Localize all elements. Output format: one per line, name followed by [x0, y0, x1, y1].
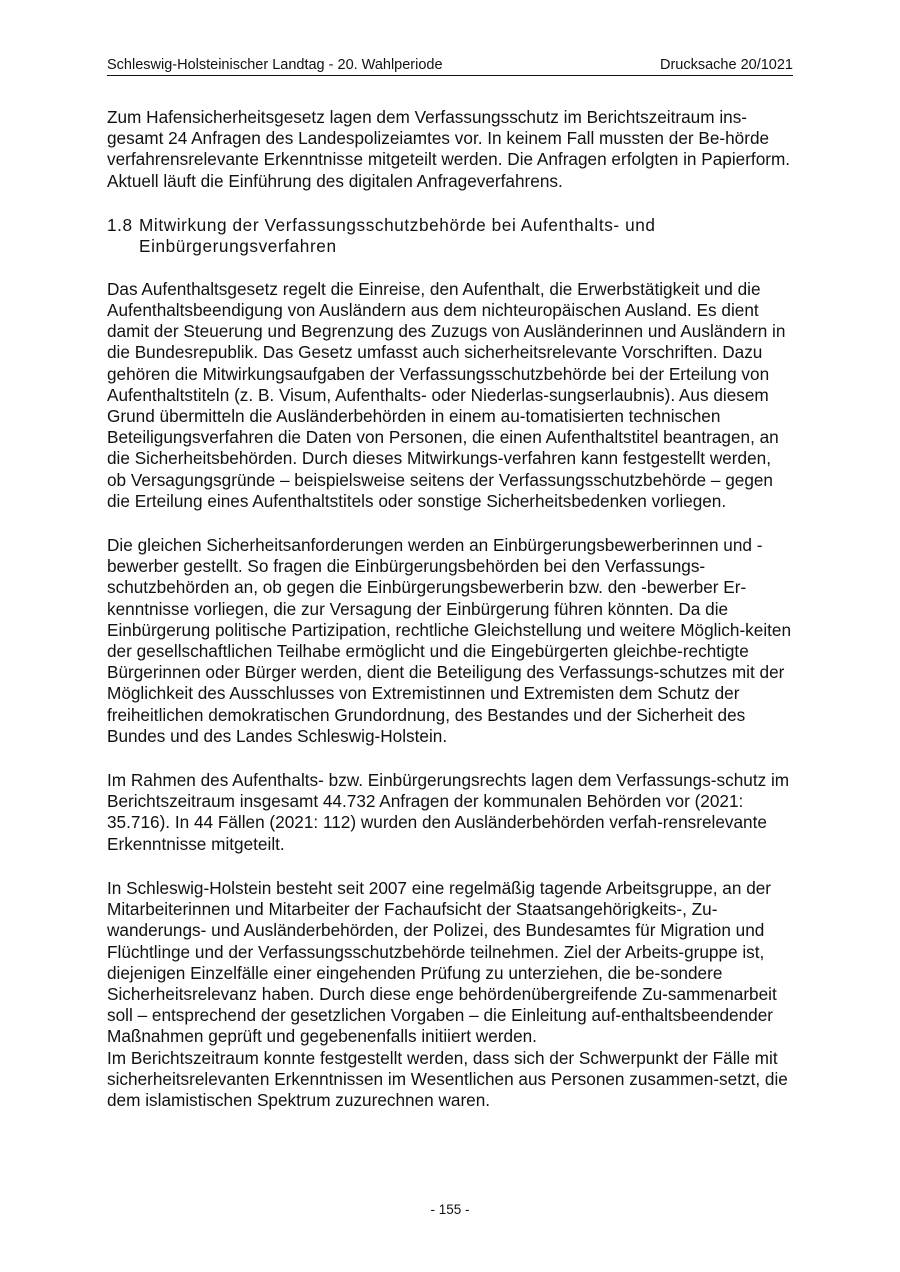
section-number: 1.8 [107, 214, 133, 235]
section-heading [107, 215, 793, 258]
page-header [107, 55, 793, 76]
paragraph-residence-act: Das Aufenthaltsgesetz regelt die Einreise, den Aufenthalt, die Erwerbstätigkeit und die Aufenthaltsbeendigung von Ausländern aus dem nichteuropäischen Ausland. Es dient damit der Steuerung und Begrenzung des Zuzugs von Ausländerinnen und Ausländern in die Bundesrepublik. Das Gesetz umfasst auch sicherheitsrelevante Vorschriften. Dazu gehören die Mitwirkungsaufgaben der Verfassungsschutzbehörde bei der Erteilung von Aufenthaltstiteln (z. B. Visum, Aufenthalts- oder Niederlas-sungserlaubnis). Aus diesem Grund übermitteln die Ausländerbehörden in einem au-tomatisierten technischen Beteiligungsverfahren die Daten von Personen, die einen Aufenthaltstitel beantragen, an die Sicherheitsbehörden. Durch dieses Mitwirkungs-verfahren kann festgestellt werden, ob Versagungsgründe – beispielsweise seitens der Verfassungsschutzbehörde – gegen die Erteilung eines Aufenthaltstitels oder sonstige Sicherheitsbedenken vorliegen. [107, 278, 786, 511]
paragraph-port-security: Zum Hafensicherheitsgesetz lagen dem Verfassungsschutz im Berichtszeitraum ins-gesamt 24 Anfragen des Landespolizeiamtes vor. In keinem Fall mussten der Be-hörde verfahrensrelevante Erkenntnisse mitgeteilt werden. Die Anfragen erfolgten in Papierform. Aktuell läuft die Einführung des digitalen Anfrageverfahrens. [107, 107, 791, 191]
paragraph-findings: Im Berichtszeitraum konnte festgestellt werden, dass sich der Schwerpunkt der Fälle mit sicherheitsrelevanten Erkenntnissen im Wesentlichen aus Personen zusammen-setzt, die dem islamistischen Spektrum zuzurechnen waren. [107, 1047, 788, 1110]
paragraph-working-group: In Schleswig-Holstein besteht seit 2007 eine regelmäßig tagende Arbeitsgruppe, an der Mitarbeiterinnen und Mitarbeiter der Fachaufsicht der Staatsangehörigkeits-, Zu-wanderungs- und Ausländerbehörden, der Polizei, des Bundesamtes für Migration und Flüchtlinge und der Verfassungsschutzbehörde teilnehmen. Ziel der Arbeits-gruppe ist, diejenigen Einzelfälle einer eingehenden Prüfung zu unterziehen, die be-sondere Sicherheitsrelevanz haben. Durch diese enge behördenübergreifende Zu-sammenarbeit soll – entsprechend der gesetzlichen Vorgaben – die Einleitung auf-enthaltsbeendender Maßnahmen geprüft und gegebenenfalls initiiert werden. [107, 877, 777, 1047]
header-document-number: Drucksache 20/1021 [660, 57, 793, 73]
paragraph-inquiry-statistics: Im Rahmen des Aufenthalts- bzw. Einbürgerungsrechts lagen dem Verfassungs-schutz im Berichtszeitraum insgesamt 44.732 Anfragen der kommunalen Behörden vor (2021: 35.716). In 44 Fällen (2021: 112) wurden den Ausländerbehörden verfah-rensrelevante Erkenntnisse mitgeteilt. [107, 770, 790, 854]
paragraph-naturalisation: Die gleichen Sicherheitsanforderungen werden an Einbürgerungsbewerberinnen und -bewerber gestellt. So fragen die Einbürgerungsbehörden bei den Verfassungs-schutzbehörden an, ob gegen die Einbürgerungsbewerberin bzw. den -bewerber Er-kenntnisse vorliegen, die zur Versagung der Einbürgerung führen könnten. Da die Einbürgerung politische Partizipation, rechtliche Gleichstellung und weitere Möglich-keiten der gesellschaftlichen Teilhabe ermöglicht und die Eingebürgerten gleichbe-rechtigte Bürgerinnen oder Bürger werden, dient die Beteiligung des Verfassungs-schutzes mit der Möglichkeit des Ausschlusses von Extremistinnen und Extremisten dem Schutz der freiheitlichen demokratischen Grundordnung, des Bestandes und der Sicherheit des Bundes und des Landes Schleswig-Holstein. [107, 535, 792, 746]
page-content [107, 107, 793, 1134]
section-title: Mitwirkung der Verfassungsschutzbehörde bei Aufenthalts- und Einbürgerungsverfahren [139, 214, 656, 257]
page-number: - 155 - [430, 1202, 470, 1217]
header-parliament-title: Schleswig-Holsteinischer Landtag - 20. Wahlperiode [107, 57, 443, 73]
